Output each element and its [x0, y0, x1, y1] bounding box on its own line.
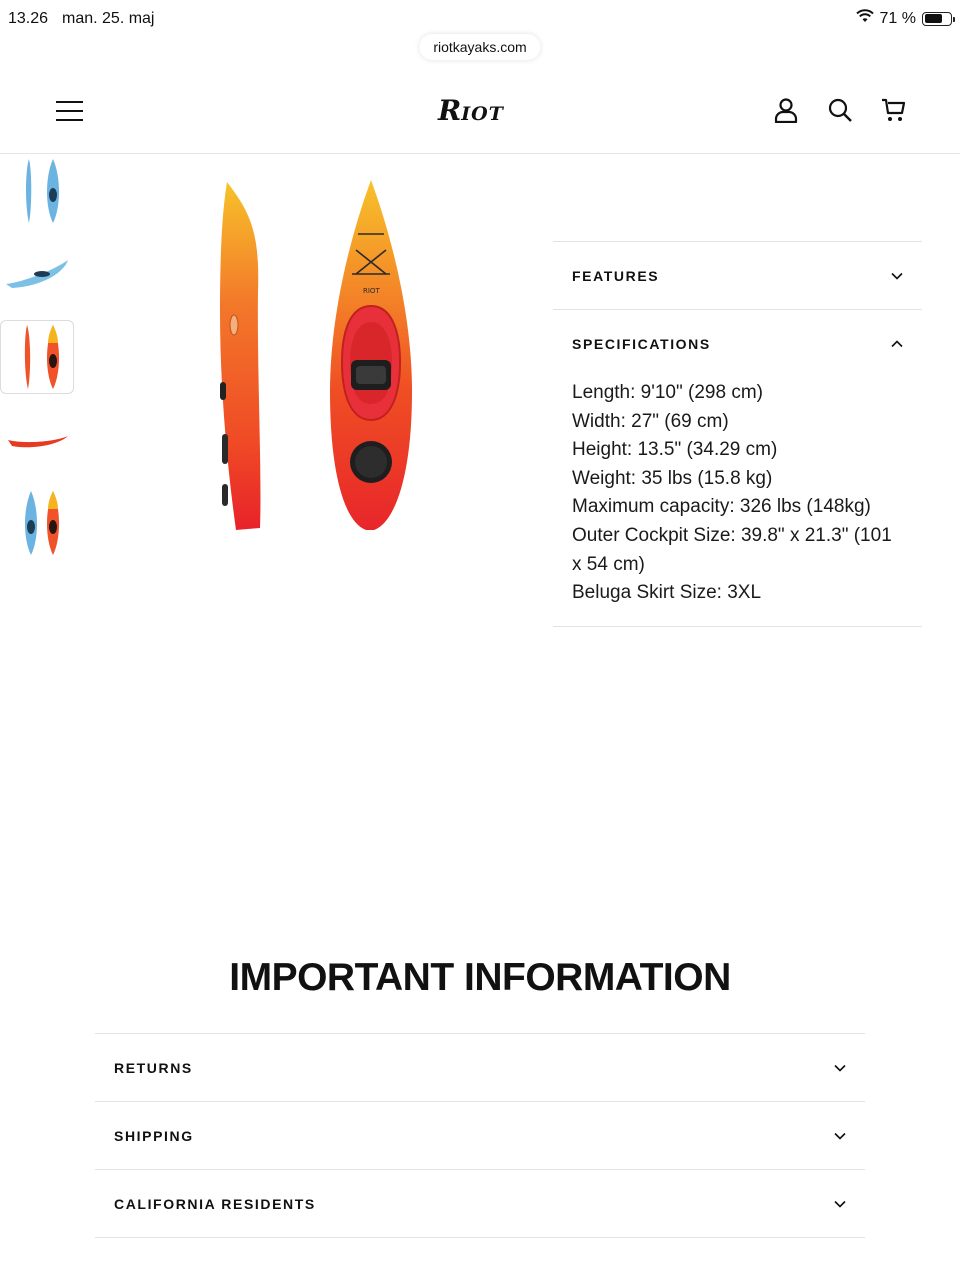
battery-percent: 71 %: [879, 9, 916, 27]
returns-title: RETURNS: [114, 1059, 193, 1076]
menu-line-icon: [56, 110, 83, 112]
status-date: man. 25. maj: [62, 10, 155, 27]
svg-text:RIOT: RIOT: [363, 287, 380, 295]
thumbnail-gallery: [0, 154, 76, 569]
specifications-toggle[interactable]: [553, 310, 922, 377]
thumbnail-blue-pair[interactable]: [0, 154, 74, 228]
product-accordion: [553, 241, 922, 627]
chevron-down-icon: [891, 267, 903, 285]
spec-max-capacity: Maximum capacity: 326 lbs (148kg): [572, 496, 871, 518]
accordion-features: [553, 242, 922, 310]
cart-icon[interactable]: [880, 96, 908, 124]
status-bar: [0, 0, 960, 36]
shipping-title: SHIPPING: [114, 1127, 194, 1144]
california-residents-toggle[interactable]: [95, 1170, 865, 1237]
important-info-title: IMPORTANT INFORMATION: [229, 956, 731, 999]
thumbnail-orange-pair[interactable]: [0, 320, 74, 394]
spec-skirt-size: Beluga Skirt Size: 3XL: [572, 582, 762, 604]
specifications-title: SPECIFICATIONS: [572, 335, 711, 352]
url-bar[interactable]: riotkayaks.com: [419, 34, 540, 60]
chevron-down-icon: [834, 1059, 846, 1077]
returns-toggle[interactable]: [95, 1034, 865, 1101]
chevron-down-icon: [834, 1195, 846, 1213]
riot-logo[interactable]: [438, 94, 504, 127]
hamburger-menu-button[interactable]: [56, 101, 84, 121]
specifications-list: [553, 377, 922, 626]
battery-fill: [925, 14, 943, 23]
site-header: [0, 64, 960, 154]
thumbnail-orange-side[interactable]: [0, 403, 74, 477]
wifi-icon: [856, 9, 874, 28]
kayak-side-view: [220, 182, 260, 530]
thumbnail-blue-side[interactable]: [0, 237, 74, 311]
status-right: [856, 9, 952, 28]
features-title: FEATURES: [572, 267, 660, 284]
spec-weight: Weight: 35 lbs (15.8 kg): [572, 467, 773, 489]
menu-line-icon: [56, 119, 83, 121]
menu-line-icon: [56, 101, 83, 103]
important-info-accordion: [95, 1033, 865, 1238]
accordion-california-residents: [95, 1170, 865, 1238]
battery-icon: [922, 12, 952, 26]
spec-cockpit-size: Outer Cockpit Size: 39.8" x 21.3" (101 x 54 cm): [572, 524, 892, 575]
thumbnail-mixed-pair[interactable]: [0, 486, 74, 560]
kayak-top-view: [330, 180, 412, 530]
california-residents-title: CALIFORNIA RESIDENTS: [114, 1195, 316, 1212]
logo-rest: IOT: [461, 103, 504, 125]
spec-width: Width: 27" (69 cm): [572, 410, 729, 432]
accordion-returns: [95, 1034, 865, 1102]
header-icons: [772, 96, 908, 124]
logo-initial: R: [438, 94, 462, 127]
status-time: 13.26: [8, 10, 49, 27]
accordion-shipping: [95, 1102, 865, 1170]
spec-length: Length: 9'10" (298 cm): [572, 382, 763, 403]
accordion-specifications: [553, 310, 922, 627]
features-toggle[interactable]: [553, 242, 922, 309]
chevron-down-icon: [834, 1127, 846, 1145]
account-icon[interactable]: [772, 96, 800, 124]
spec-height: Height: 13.5" (34.29 cm): [572, 439, 778, 461]
search-icon[interactable]: [826, 96, 854, 124]
product-main-image[interactable]: [200, 172, 440, 542]
chevron-up-icon: [891, 335, 903, 353]
shipping-toggle[interactable]: [95, 1102, 865, 1169]
